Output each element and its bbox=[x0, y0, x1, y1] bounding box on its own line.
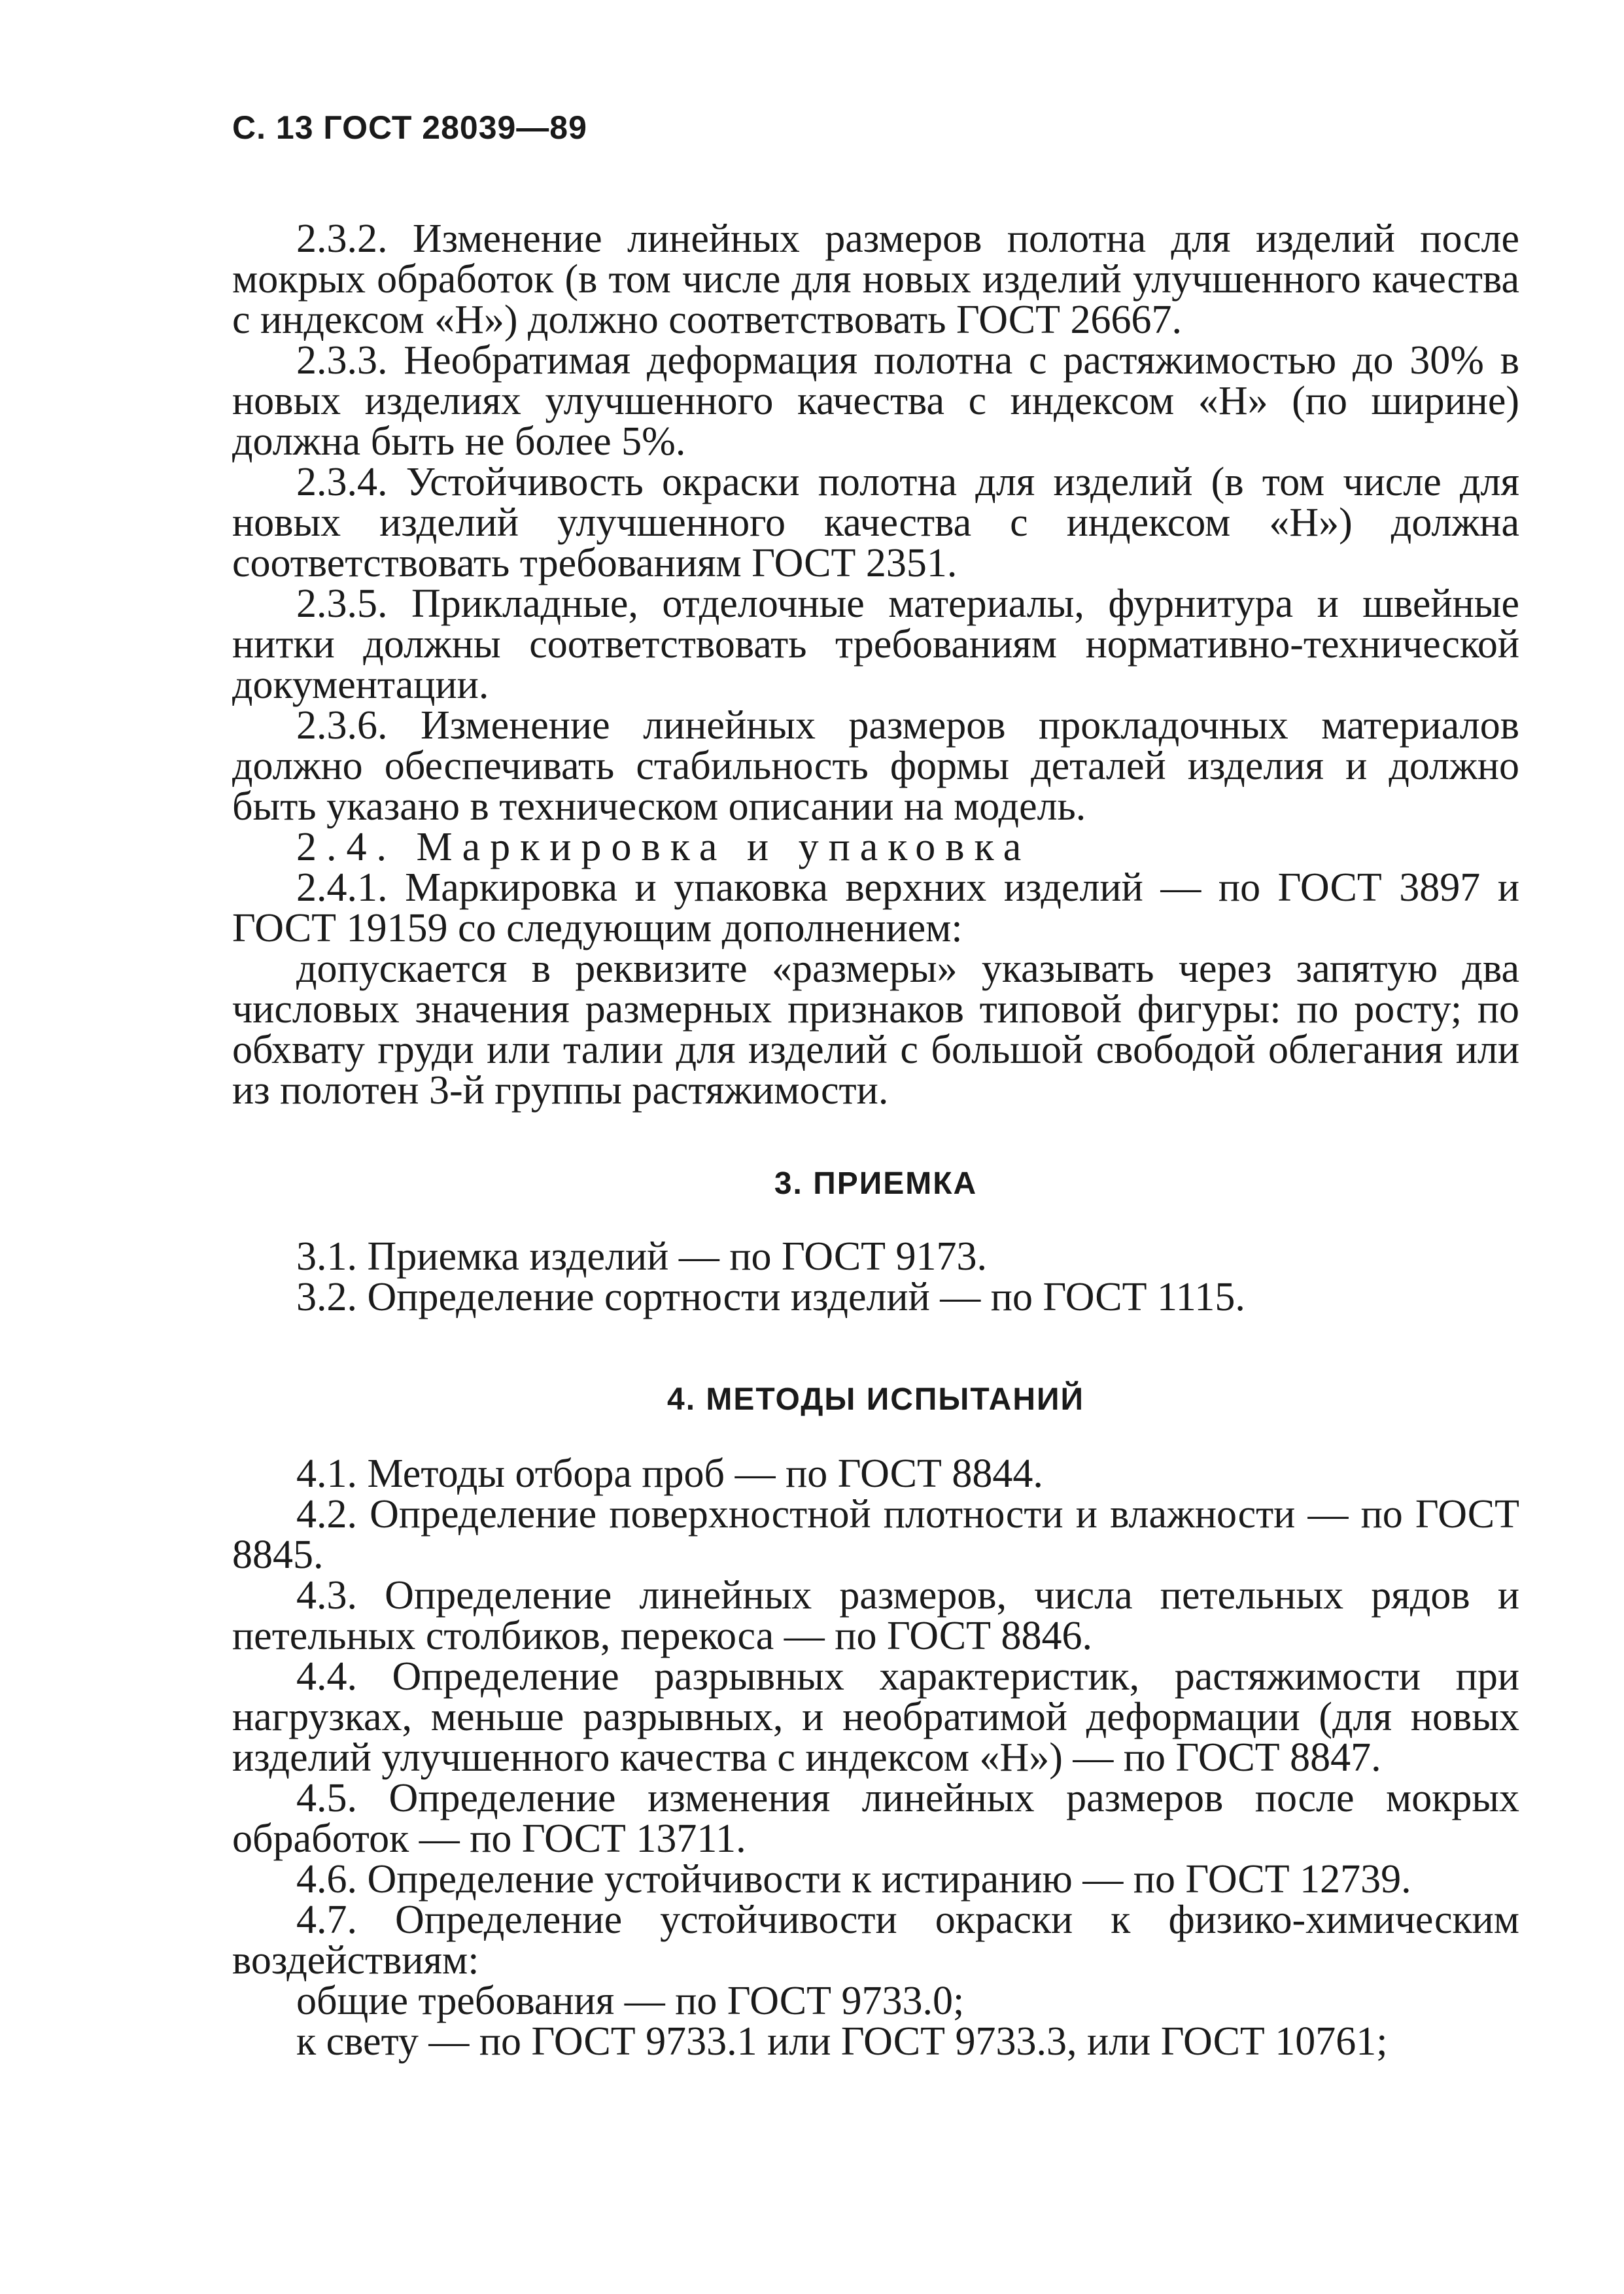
clause-4-6: 4.6. Определение устойчивости к истиранию — по ГОСТ 12739. bbox=[296, 1857, 1411, 1902]
clause-4-7-general: общие требования — по ГОСТ 9733.0; bbox=[296, 1979, 965, 2023]
document-page bbox=[232, 105, 1519, 2062]
clause-2-3-3: 2.3.3. Необратимая деформация полотна с растяжимостью до 30% в новых изделиях улучшенного качества с индексом «Н» (по ширине) должна быть не более 5%. bbox=[232, 338, 1519, 464]
clause-2-4-1-continuation: допускается в реквизите «размеры» указывать через запятую два числовых значения размерных признаков типовой фигуры: по росту; по обхвату груди или талии для изделий с большой свободой облегания или из полотен 3-й группы растяжимости. bbox=[232, 947, 1519, 1113]
clause-4-1: 4.1. Методы отбора проб — по ГОСТ 8844. bbox=[296, 1451, 1043, 1496]
clause-4-4: 4.4. Определение разрывных характеристик, растяжимости при нагрузках, меньше разрывных, и необратимой деформации (для новых изделий улучшенного качества с индексом «Н») — по ГОСТ 8847. bbox=[232, 1654, 1519, 1780]
clause-3-2: 3.2. Определение сортности изделий — по ГОСТ 1115. bbox=[296, 1275, 1245, 1319]
clause-2-4-heading: 2.4. Маркировка и упаковка bbox=[296, 825, 1031, 869]
clause-2-4-1: 2.4.1. Маркировка и упаковка верхних изделий — по ГОСТ 3897 и ГОСТ 19159 со следующим дополнением: bbox=[232, 865, 1519, 950]
page-header: С. 13 ГОСТ 28039—89 bbox=[232, 109, 587, 146]
clause-2-3-6: 2.3.6. Изменение линейных размеров прокладочных материалов должно обеспечивать стабильность формы деталей изделия и должно быть указано в техническом описании на модель. bbox=[232, 703, 1519, 829]
section-4-title: 4. МЕТОДЫ ИСПЫТАНИЙ bbox=[667, 1382, 1084, 1417]
clause-3-1: 3.1. Приемка изделий — по ГОСТ 9173. bbox=[296, 1234, 988, 1279]
clause-4-7: 4.7. Определение устойчивости окраски к физико-химическим воздействиям: bbox=[232, 1898, 1519, 1983]
clause-2-3-2: 2.3.2. Изменение линейных размеров полотна для изделий после мокрых обработок (в том числе для новых изделий улучшенного качества с индексом «Н») должно соответствовать ГОСТ 26667. bbox=[232, 217, 1519, 342]
clause-2-3-5: 2.3.5. Прикладные, отделочные материалы, фурнитура и швейные нитки должны соответствовать требованиям нормативно-технической документации. bbox=[232, 582, 1519, 707]
clause-2-3-4: 2.3.4. Устойчивость окраски полотна для изделий (в том числе для новых изделий улучшенного качества с индексом «Н») должна соответствовать требованиям ГОСТ 2351. bbox=[232, 460, 1519, 585]
clause-4-5: 4.5. Определение изменения линейных размеров после мокрых обработок — по ГОСТ 13711. bbox=[232, 1776, 1519, 1861]
clause-4-7-light: к свету — по ГОСТ 9733.1 или ГОСТ 9733.3, или ГОСТ 10761; bbox=[296, 2019, 1388, 2064]
clause-4-2: 4.2. Определение поверхностной плотности и влажности — по ГОСТ 8845. bbox=[232, 1492, 1519, 1577]
section-3-title: 3. ПРИЕМКА bbox=[774, 1166, 978, 1201]
clause-4-3: 4.3. Определение линейных размеров, числа петельных рядов и петельных столбиков, перекоса — по ГОСТ 8846. bbox=[232, 1573, 1519, 1658]
